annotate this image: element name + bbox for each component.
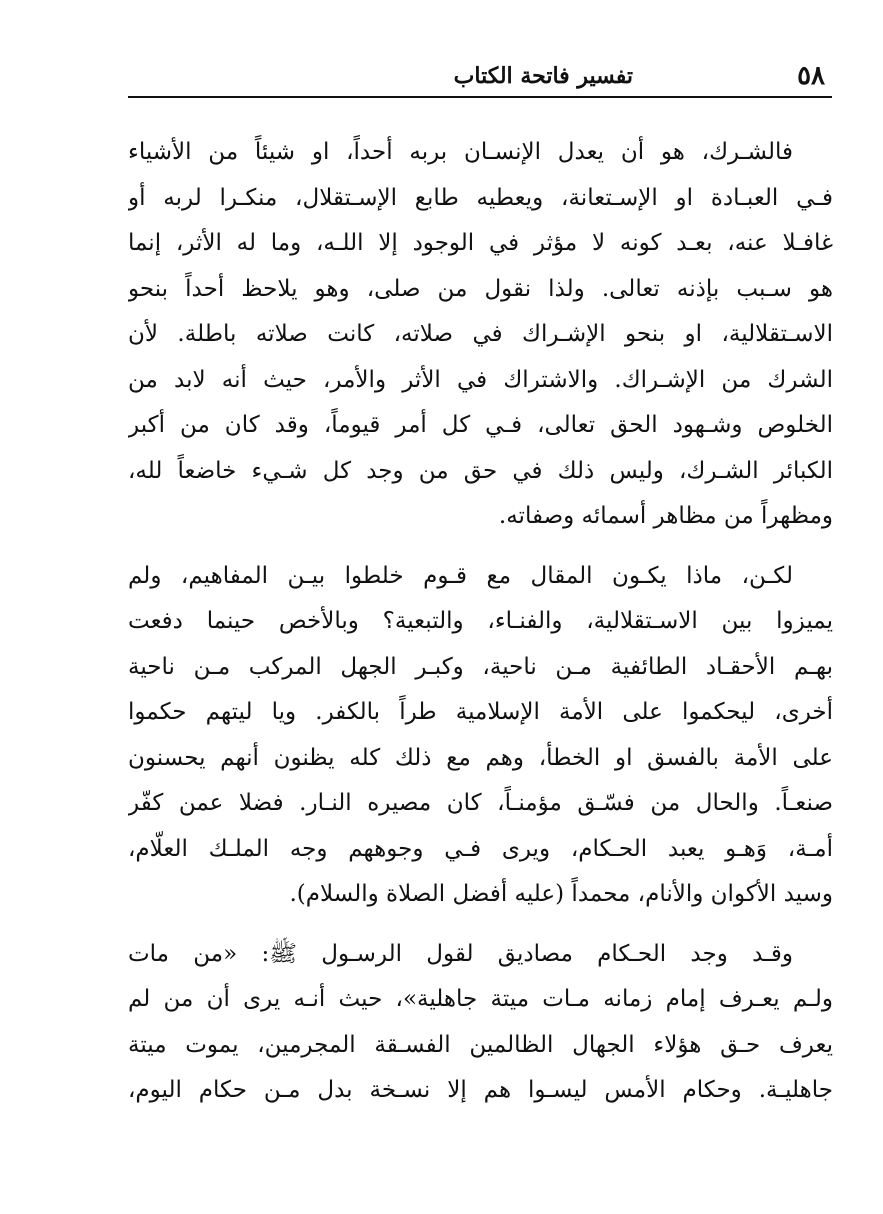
paragraph <box>128 554 833 918</box>
text-line: أمـة، وَهـو يعبد الحـكام، ويرى فـي وجوههم وجه الملـك العلّام، <box>128 835 833 862</box>
text-line: صنعـاً. والحال من فسّـق مؤمنـاً، كان مصيره النـار. فضلا عمن كفّر <box>128 790 833 816</box>
page-number: ٥٨ <box>797 61 825 91</box>
text-line: الخلوص وشـهود الحق تعالى، فـي كل أمر قيوماً، وقد كان من أكبر <box>128 412 833 438</box>
text-line: فـي العبـادة او الإسـتعانة، ويعطيه طابع الإسـتقلال، منكـرا لربه أو <box>128 184 833 211</box>
body-text <box>128 130 833 1128</box>
text-line: الاسـتقلالية، او بنحو الإشـراك في صلاته، كانت صلاته باطلة. لأن <box>128 321 833 347</box>
text-line: الكبائر الشـرك، وليس ذلك في حق من وجد كل شـيء خاضعاً لله، <box>128 457 833 484</box>
text-line: يعرف حـق هؤلاء الجهال الظالمين الفسـقة المجرمين، يموت ميتة <box>128 1031 833 1058</box>
header-rule <box>128 96 832 98</box>
page-header <box>126 58 833 98</box>
text-line: فالشـرك، هو أن يعدل الإنسـان بربه أحداً، او شيئاً من الأشياء <box>128 139 793 165</box>
text-line: يميزوا بين الاسـتقلالية، والفنـاء، والتبعية؟ وبالأخص حينما دفعت <box>128 608 833 634</box>
text-line: بهـم الأحقـاد الطائفية مـن ناحية، وكبـر الجهل المركب مـن ناحية <box>128 653 833 680</box>
text-line: ومظهراً من مظاهر أسمائه وصفاته. <box>498 503 833 529</box>
text-line: هو سـبب بإذنه تعالى. ولذا نقول من صلى، وهو يلاحظ أحداً بنحو <box>128 275 833 302</box>
running-title: تفسير فاتحة الكتاب <box>453 63 633 89</box>
paragraph <box>128 932 833 1114</box>
text-line: غافـلا عنه، بعـد كونه لا مؤثر في الوجود إلا اللـه، وما له الأثر، إنما <box>128 230 833 256</box>
text-line: أخرى، ليحكموا على الأمة الإسلامية طراً بالكفر. ويا ليتهم حكموا <box>128 699 833 725</box>
text-line: وقـد وجد الحـكام مصاديق لقول الرسـول ﷺ: «من مات <box>128 940 793 967</box>
paragraph <box>128 130 833 540</box>
text-line: لكـن، ماذا يكـون المقال مع قـوم خلطوا بيـن المفاهيم، ولم <box>128 562 793 589</box>
text-line: وسيد الأكوان والأنام، محمداً (عليه أفضل الصلاة والسلام). <box>289 881 833 907</box>
text-line: جاهليـة. وحكام الأمس ليسـوا هم إلا نسـخة بدل مـن حكام اليوم، <box>128 1077 833 1103</box>
text-line: الشرك من الإشـراك. والاشتراك في الأثر والأمر، حيث أنه لابد من <box>128 366 833 393</box>
text-line: ولـم يعـرف إمام زمانه مـات ميتة جاهلية»، حيث أنـه يرى أن من لم <box>128 986 833 1012</box>
text-line: على الأمة بالفسق او الخطأ، وهم مع ذلك كله يظنون أنهم يحسنون <box>128 744 833 771</box>
